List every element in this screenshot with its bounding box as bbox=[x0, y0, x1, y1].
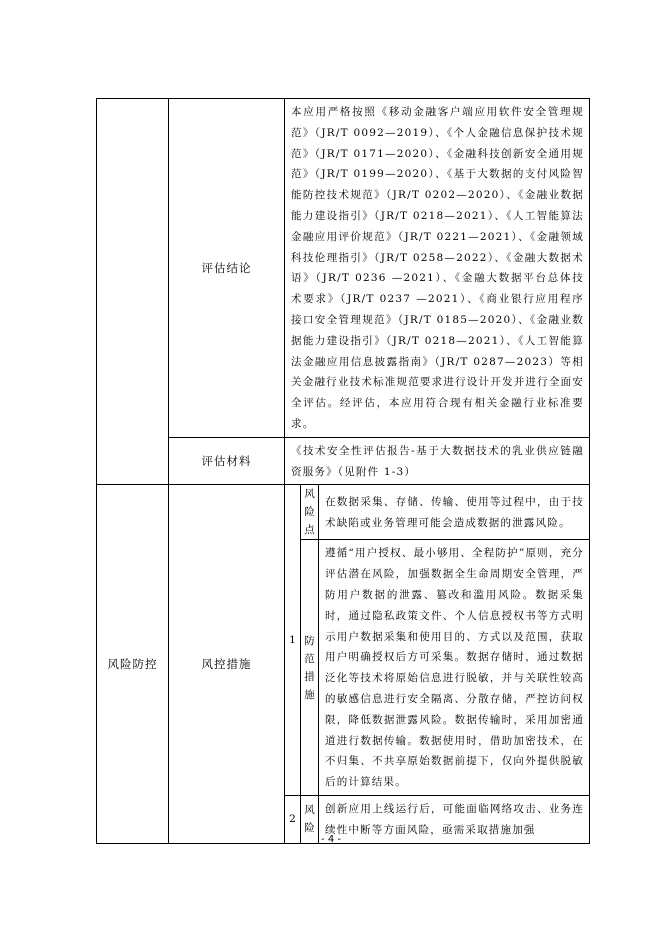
evaluation-table bbox=[96, 98, 590, 844]
category-risk-control: 风险防控 bbox=[107, 656, 158, 671]
risk-point-cell bbox=[319, 485, 590, 540]
row-label-cell bbox=[169, 485, 285, 843]
prevention-measure-label: 防 范 措 施 bbox=[301, 540, 319, 796]
item-number: 2 bbox=[285, 795, 301, 842]
label-materials: 评估材料 bbox=[201, 454, 252, 469]
prevention-measure-cell bbox=[319, 540, 590, 796]
table-row bbox=[97, 99, 590, 438]
category-cell bbox=[97, 485, 169, 843]
risk-point-label: 风 险 点 bbox=[301, 485, 319, 540]
measures-cell bbox=[285, 485, 590, 843]
risk-point-text: 在数据采集、存储、传输、使用等过程中，由于技术缺陷或业务管理可能会造成数据的泄露风险。 bbox=[325, 496, 584, 529]
item-number: 1 bbox=[285, 485, 301, 795]
conclusion-text: 本应用严格按照《移动金融客户端应用软件安全管理规范》（JR/T 0092—2019）、《个人金融信息保护技术规范》（JR/T 0171—2020）、《金融科技创新安全通用规范》（JR/T 0199—2020）、《基于大数据的支付风险智能防控技术规范》（JR/T 0202—2020）、《金融业数据能力建设指引》（JR/T 0218—2021）、《人工智能算法金融应用评价规范》（JR/T 0221—2021）、《金融领域科技伦理指引》（JR/T 0258—2022）、《金融大数据术语》（JR/T 0236 —2021）、《金融大数据平台总体技术要求》（JR/T 0237 —2021）、《商业银行应用程序接口安全管理规范》（JR/T 0185—2020）、《金融业数据能力建设指引》（JR/T 0218—2021）、《人工智能算法金融应用信息披露指南》（JR/T 0287—2023）等相关金融行业技术标准规范要求进行设计开发并进行全面安全评估。经评估，本应用符合现有相关金融行业标准要求。 bbox=[291, 106, 584, 430]
materials-text: 《技术安全性评估报告-基于大数据技术的乳业供应链融资服务》（见附件 1-3） bbox=[291, 444, 584, 478]
content-cell bbox=[285, 437, 590, 485]
risk-point-label: 风 险 bbox=[301, 795, 319, 842]
measures-table bbox=[285, 485, 589, 842]
row-label-cell bbox=[169, 437, 285, 485]
prevention-measure-text: 遵循“用户授权、最小够用、全程防护”原则，充分评估潜在风险，加强数据全生命周期安全管理，严防用户数据的泄露、篡改和滥用风险。数据采集时，通过隐私政策文件、个人信息授权书等方式明示用户数据采集和使用目的、方式以及范围，获取用户明确授权后方可采集。数据存储时，通过数据泛化等技术将原始信息进行脱敏，并与关联性较高的敏感信息进行安全隔离、分散存储，严控访问权限，降低数据泄露风险。数据传输时，采用加密通道进行数据传输。数据使用时，借助加密技术，在不归集、不共享原始数据前提下，仅向外提供脱敏后的计算结果。 bbox=[325, 547, 584, 789]
label-conclusion: 评估结论 bbox=[201, 260, 252, 275]
table-row bbox=[285, 540, 589, 796]
page-number: - 4 - bbox=[321, 834, 341, 845]
row-label-cell bbox=[169, 99, 285, 438]
table-row bbox=[285, 485, 589, 540]
risk-point-text: 创新应用上线运行后，可能面临网络攻击、业务连续性中断等方面风险，亟需采取措施加强 bbox=[325, 802, 584, 836]
empty-category-cell bbox=[97, 99, 169, 485]
table-row bbox=[97, 437, 590, 485]
label-measures: 风控措施 bbox=[201, 656, 252, 671]
content-cell bbox=[285, 99, 590, 438]
table-row bbox=[97, 485, 590, 843]
